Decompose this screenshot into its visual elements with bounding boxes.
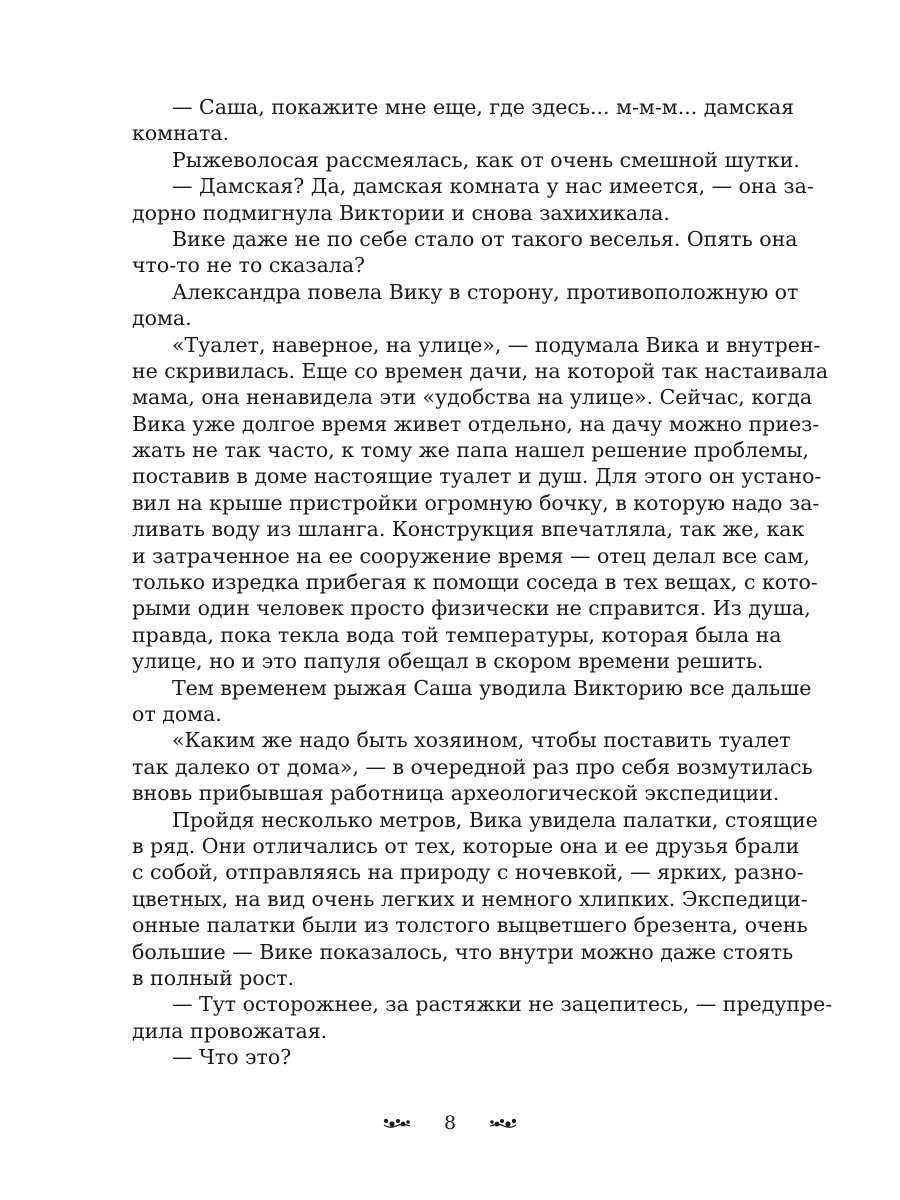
text-line: — Дамская? Да, дамская комната у нас имеется, — она за- (172, 174, 814, 199)
text-line: так далеко от дома», — в очередной раз про себя возмутилась (132, 754, 813, 779)
page-footer (0, 1108, 900, 1138)
text-line: Пройдя несколько метров, Вика увидела палатки, стоящие (172, 807, 818, 832)
paragraph (132, 727, 813, 806)
text-line: правда, пока текла вода той температуры, которая была на (132, 622, 782, 647)
paragraph (132, 226, 798, 279)
text-line: Рыжеволосая рассмеялась, как от очень смешной шутки. (172, 147, 800, 172)
text-line: дорно подмигнула Виктории и снова захихикала. (132, 200, 670, 225)
text-line: «Каким же надо быть хозяином, чтобы поставить туалет (172, 728, 791, 753)
page-number: 8 (443, 1112, 457, 1134)
text-line: жать не так часто, к тому же папа нашел решение проблемы, (132, 438, 810, 463)
text-line: цветных, на вид очень легких и немного хлипких. Экспедици- (132, 886, 808, 911)
text-line: мама, она ненавидела эти «удобства на улице». Сейчас, когда (132, 385, 813, 410)
text-line: Вика уже долгое время живет отдельно, на дачу можно приез- (132, 411, 820, 436)
text-line: не скривилась. Еще со времен дачи, на которой так настаивала (132, 358, 829, 383)
paragraph (132, 675, 812, 728)
paragraph (132, 807, 818, 992)
text-line: — Что это? (172, 1045, 292, 1070)
text-line: — Саша, покажите мне еще, где здесь... м-м-м... дамская (172, 95, 795, 119)
text-line: «Туалет, наверное, на улице», — подумала Вика и внутрен- (172, 332, 821, 357)
text-line: в полный рост. (132, 965, 295, 990)
paragraph (132, 279, 799, 332)
text-line: Вике даже не по себе стало от такого веселья. Опять она (172, 226, 798, 251)
text-line: поставив в доме настоящие туалет и душ. Для этого он устано- (132, 464, 822, 489)
text-line: — Тут осторожнее, за растяжки не зацепитесь, — предупре- (172, 992, 833, 1017)
floral-ornament-icon (488, 1116, 518, 1130)
text-line: большие — Вике показалось, что внутри можно даже стоять (132, 939, 794, 964)
text-line: ливать воду из шланга. Конструкция впечатляла, так же, как (132, 517, 805, 542)
text-line: Александра повела Вику в сторону, противоположную от (172, 279, 799, 304)
paragraph (132, 991, 833, 1044)
text-line: дила провожатая. (132, 1018, 328, 1043)
paragraph (132, 1044, 765, 1070)
paragraph (132, 332, 829, 675)
text-line: только изредка прибегая к помощи соседа в тех вещах, с кото- (132, 570, 818, 595)
text-line: вил на крыше пристройки огромную бочку, в которую надо за- (132, 490, 820, 515)
text-line: комната. (132, 121, 230, 146)
text-line: что-то не то сказала? (132, 253, 366, 278)
text-line: и затраченное на ее сооружение время — отец делал все сам, (132, 543, 810, 568)
text-line: рыми один человек просто физически не справится. Из душа, (132, 596, 811, 621)
text-line: с собой, отправляясь на природу с ночевкой, — ярких, разно- (132, 860, 804, 885)
text-line: вновь прибывшая работница археологической экспедиции. (132, 781, 780, 806)
text-line: Тем временем рыжая Саша уводила Викторию все дальше (172, 675, 812, 700)
paragraph (132, 173, 814, 226)
paragraph (132, 94, 795, 147)
text-line: в ряд. Они отличались от тех, которые она и ее друзья брали (132, 833, 800, 858)
paragraph (132, 147, 800, 173)
text-line: дома. (132, 306, 192, 331)
text-line: улице, но и это папуля обещал в скором времени решить. (132, 649, 764, 674)
body-text (132, 94, 833, 1070)
floral-ornament-icon (382, 1116, 412, 1130)
text-line: онные палатки были из толстого выцветшего брезента, очень (132, 913, 808, 938)
text-line: от дома. (132, 701, 222, 726)
